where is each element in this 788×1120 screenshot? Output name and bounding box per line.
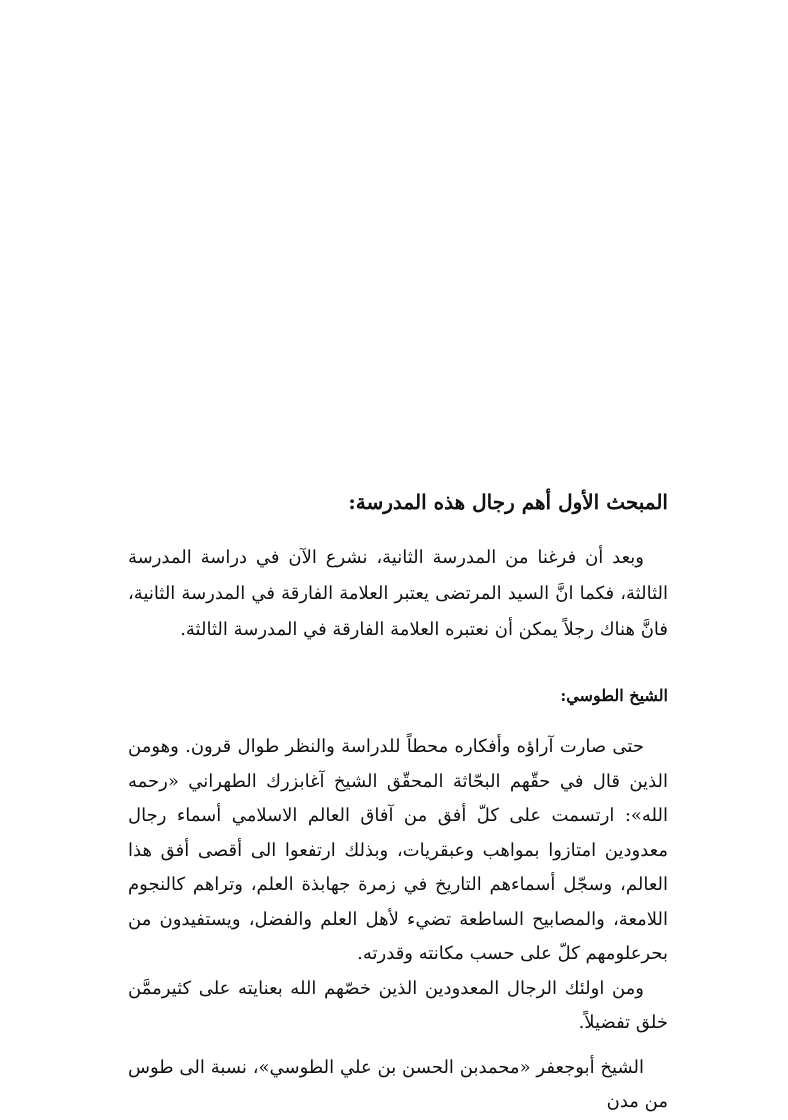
intro-block [128, 540, 668, 648]
paragraph-1: حتى صارت آراؤه وأفكاره محطاً للدراسة والنظر طوال قرون. وهومن الذين قال في حقّهم البحّاثة المحقّق الشيخ آغابزرك الطهراني «رحمه الله»: ارتسمت على كلّ أفق من آفاق العالم الاسلامي أسماء رجال معدودين امتازوا بمواهب وعبقريات، وبذلك ارتفعوا الى أقصى أفق هذا العالم، وسجّل أسماءهم التاريخ في زمرة جهابذة العلم، وتراهم كالنجوم اللامعة، والمصابيح الساطعة تضيء لأهل العلم والفضل، ويستفيدون من بحرعلومهم كلّ على حسب مكانته وقدرته. [128, 736, 668, 964]
paragraph-gap [128, 1041, 668, 1051]
subheading-sheikh-tusi: الشيخ الطوسي: [560, 686, 668, 705]
paragraph-3: الشيخ أبوجعفر «محمدبن الحسن بن علي الطوسي»، نسبة الى طوس من مدن [128, 1056, 668, 1112]
paragraph-2: ومن اولئك الرجال المعدودين الذين خصّهم الله بعنايته على كثيرممَّن خلق تفضيلاً. [128, 977, 668, 1033]
body-block [128, 730, 668, 1120]
section-title: المبحث الأول أهم رجال هذه المدرسة: [348, 490, 668, 514]
intro-paragraph: وبعد أن فرغنا من المدرسة الثانية، نشرع الآن في دراسة المدرسة الثالثة، فكما انَّ السيد المرتضى يعتبر العلامة الفارقة في المدرسة الثانية، فانَّ هناك رجلاً يمكن أن نعتبره العلامة الفارقة في المدرسة الثالثة. [128, 547, 668, 640]
